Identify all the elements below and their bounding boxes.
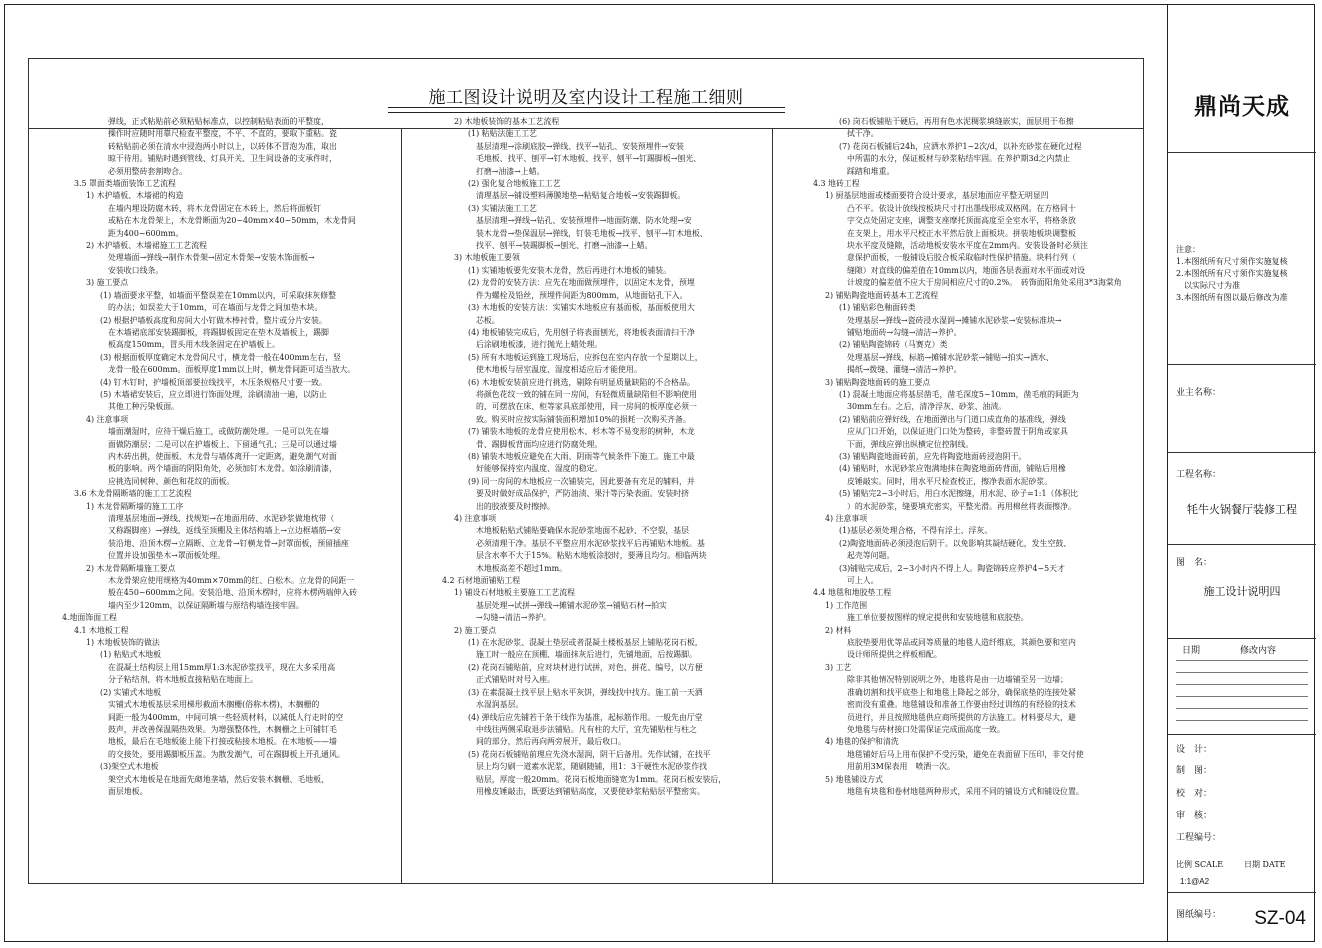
sheet-number: SZ-04 [1254, 908, 1306, 929]
text-line: 踩踏和堆重。 [847, 166, 895, 176]
text-line: →勾缝→清洁→养护。 [476, 613, 552, 623]
text-line: 清理基层地面→弹线、找规矩→在地面用砖、水泥砂浆做地枕带（ [108, 514, 335, 523]
note-3: 3.本图纸所有图以最后修改为准 [1176, 293, 1288, 302]
text-line: 4.地面饰面工程 [62, 613, 117, 623]
text-line: 4.3 地砖工程 [813, 179, 860, 189]
tb-divider [1168, 152, 1316, 153]
text-line: (1) 粘贴法施工工艺 [468, 129, 537, 139]
text-line: 3) 铺贴陶瓷地面砖的施工要点 [825, 377, 931, 387]
text-line: 砖粘贴前必须在清水中浸泡两小时以上，以砖体不冒泡为准，取出 [108, 141, 337, 151]
text-line: (5) 铺贴完2~3小时后，用白水泥擦缝，用水泥、砂子=1:1（体积比 [839, 489, 1079, 499]
project-number-label: 工程编号： [1176, 833, 1222, 843]
text-line: 或粘在木龙骨架上，木龙骨断面为20~40mm×40~50mm，木龙骨间 [108, 216, 356, 226]
text-line: 4) 注意事项 [86, 414, 129, 424]
text-line: 的，可摆放在床、柜等家具底部使用，同一房间的板厚度必须一 [476, 402, 697, 412]
text-line: 施工时一般应在顶棚、墙面抹灰后进行，先铺地面，后按踢脚。 [476, 650, 697, 660]
text-line: (3)架空式木地板 [100, 762, 159, 772]
text-line: 员进行，并且按照地毯供应商所提供的方法施工。材料要尽大，避 [847, 712, 1076, 722]
text-line: 层含水率不大于15%。粘贴木地板涂胶时，要薄且均匀。相临两块 [476, 551, 707, 561]
text-line: 其他工种污染板面。 [108, 402, 180, 412]
revision-row-line [1176, 660, 1308, 661]
text-line: (2) 实铺式木地板 [100, 687, 162, 697]
text-line: 5) 地毯铺设方式 [825, 774, 883, 784]
text-line: (2) 强化复合地板施工工艺 [468, 179, 561, 189]
text-line: (1) 粘贴式木地板 [100, 650, 162, 660]
text-line: (2) 铺贴前应弹好线，在地面弹出与门道口成直角的基准线，弹线 [839, 414, 1066, 424]
text-line: 地毯有块毯和卷材地毯两种形式，采用不同的铺设方式和铺设位置。 [847, 786, 1084, 796]
company-name: 鼎尚天成 [1194, 94, 1290, 120]
text-line: (8) 铺装木地板应避免在大雨、阴雨等气候条件下施工。施工中最 [468, 451, 695, 461]
text-line: 2) 木护墙板、木墙裙施工工艺流程 [86, 241, 208, 251]
text-line: (1) 铺贴彩色釉面砖类 [839, 303, 916, 313]
title-underline [388, 107, 785, 113]
text-line: 4) 注意事项 [454, 514, 497, 523]
text-line: (7) 铺装木地板的龙骨应使用松木、杉木等不易变形的树种，木龙 [468, 427, 695, 437]
text-line: 在木墙裙底部安装踢脚板，将踢脚板固定在垫木及墙板上，踢脚 [108, 327, 329, 337]
text-line: 木地板粘贴式铺贴要确保水泥砂浆地面不起砂、不空裂，基层 [476, 526, 690, 536]
text-line: (3) 在素混凝土找平层上贴水平灰饼，弹线找中找方。施工前一天洒 [468, 687, 703, 697]
text-line: (1) 在水泥砂浆、混凝土垫层或者混凝土楼板基层上铺贴花岗石板， [468, 638, 703, 648]
text-line: 层上均匀刷一道素水泥浆，随刷随铺，用1：3干硬性水泥砂浆作找 [476, 762, 707, 772]
project-label: 工程名称： [1176, 470, 1222, 480]
text-line: 1) 铺设石材地板主要施工工艺流程 [454, 588, 576, 598]
text-line: 安装收口线条。 [108, 265, 164, 275]
text-line: (1) 混凝土地面应将基层凿毛，凿毛深度5~10mm，凿毛痕的间距为 [839, 389, 1079, 399]
tb-divider [1168, 638, 1316, 639]
text-line: (2) 花岗石铺贴前，应对块材进行试拼，对色、拼花、编号，以方便 [468, 662, 703, 672]
text-line: (4) 地板铺装完成后，先用刨子将表面刨光，将地板表面清扫干净 [468, 327, 695, 337]
text-line: 水湿润基层。 [476, 700, 524, 710]
text-line: 地板，最后在毛地板能上能下打接或粘接木地板。在木地板——墙 [108, 737, 337, 747]
text-line: 距为400~600mm。 [108, 228, 184, 238]
text-line: 件为螺栓及铅丝，预埋件间距为800mm，从地面钻孔下入。 [476, 290, 688, 300]
text-line: 的交接处，要用踢脚板压盖。为散发潮气，可在踢脚板上开孔通风。 [108, 749, 345, 759]
text-line: 的办法；如误差大于10mm，可在墙面与龙骨之间加垫木块。 [108, 303, 323, 313]
text-line: (3) 木地板的安装方法：实铺实木地板应有基面板，基面板使用大 [468, 303, 695, 313]
revision-row-line [1176, 720, 1308, 721]
text-line: 晾干待用。铺贴时遇到管线、灯具开关、卫生间设备的支承件时， [108, 154, 337, 164]
text-line: 打磨→油漆→上蜡。 [476, 166, 545, 176]
text-line: 2) 施工要点 [454, 625, 497, 635]
text-line: 间的部分，然后再向两旁展开，最后收口。 [476, 737, 626, 747]
text-line: 可上人。 [847, 576, 879, 586]
text-line: 字交点处固定支座，调整支座摩托顶面高度至全室水平，将格条放 [847, 216, 1076, 226]
text-line: 2) 木地板装饰的基本工艺流程 [454, 117, 560, 126]
text-line: 骨、踢脚板背面均应进行防腐处理。 [476, 439, 603, 449]
text-line: 地毯铺好后马上用布保护不受污染，避免在表面留下压印，非交付使 [847, 749, 1084, 759]
text-line: 凸不平。依设计放线按板块尺寸打出墨线形成双格网。在方格同十 [847, 203, 1076, 213]
text-line: 3) 木地板施工要领 [454, 253, 520, 263]
text-line: 施工单位要按图样的规定提供和安装地毯和底胶垫。 [847, 613, 1029, 623]
text-line: 分子粘结剂，将木地板直接粘贴在地面上。 [108, 675, 258, 685]
drawing-name: 施工设计说明四 [1203, 585, 1281, 598]
notes-label: 注意： [1176, 245, 1200, 254]
text-line: 架空式木地板是在地面先砌地垄墙，然后安装木搁栅、毛地板、 [108, 774, 329, 784]
note-2b: 以实际尺寸为准 [1184, 281, 1240, 290]
text-line: 操作时应随时用靠尺检查平整度，不平、不直的，要取下重粘。瓷 [108, 129, 337, 139]
text-line: 4) 地毯的保护和清洗 [825, 737, 899, 747]
text-line: 内木砖出挑，使面板、木龙骨与墙体离开一定距离，避免潮气对面 [108, 451, 337, 461]
text-line: 1) 工作范围 [825, 600, 868, 610]
date-column-label: 日期 [1182, 646, 1201, 656]
text-line: 1) 厨基层地面或楼面要符合设计要求，基层地面应平整无明显凹 [825, 191, 1049, 201]
text-line: 毛地板、找平、刨平→钉木地板、找平、刨平→钉踢脚板→刨光、 [476, 154, 701, 164]
text-line: 面层地板。 [108, 786, 148, 796]
text-line: 面做防潮层；二是可以在护墙板上、下留通气孔；三是可以通过墙 [108, 439, 337, 449]
text-line: 处理基层→弹线、标筋→摊铺水泥砂浆→铺贴→拍实→洒水、 [847, 352, 1054, 362]
date-en-label: 日期 DATE [1244, 860, 1286, 869]
text-line: 3) 施工要点 [86, 278, 129, 288]
text-line: (5) 木墙裙安装后，应立即进行饰面处理，涂刷清油一遍，以防止 [100, 389, 327, 399]
sheet-number-label: 图纸编号： [1176, 910, 1222, 920]
text-line: 将颜色花纹一致的铺在同一房间，有轻微质量缺陷但不影响使用 [476, 389, 697, 399]
text-line: 起壳等问题。 [847, 551, 895, 561]
text-line: 基层处理→试拼→弹线→摊铺水泥砂浆→铺贴石材→拍实 [476, 600, 667, 610]
text-line: (5) 花岗石板铺贴前理应先浇水湿润，阴干后备用。先作试铺，在找平 [468, 749, 711, 759]
text-line: 应从门口开始，以保证进门口处为整砖，非整砖置于阴角或家具 [847, 427, 1068, 437]
note-2: 2.本图纸所有尺寸须作实施复核 [1176, 269, 1288, 278]
revision-row-line [1176, 708, 1308, 709]
text-line: 1) 木龙骨隔断墙的施工工序 [86, 501, 184, 511]
text-line: 找平、刨平→装踢脚板→刨光、打磨→油漆→上蜡。 [476, 241, 653, 251]
page-title: 施工图设计说明及室内设计工程施工细则 [428, 88, 744, 108]
text-line: 准确切割和找平底垫上和地毯上降起之部分，确保底垫的连接处紧 [847, 687, 1076, 697]
text-line: 好能够保持室内温度、湿度的稳定。 [476, 464, 603, 474]
text-line: 板高度150mm，冒头用木线条固定在护墙板上。 [108, 340, 281, 350]
text-line: 拭干净。 [847, 129, 879, 139]
text-line: 必须清理干净。基层不平整应用水泥砂浆找平后再铺贴木地板。基 [476, 538, 705, 548]
text-line: 间距一般为400mm，中间可填一些轻质材料，以减低人行走时的空 [108, 712, 344, 722]
column-divider-1 [401, 129, 402, 883]
text-line: 在墙内埋设防腐木砖，将木龙骨固定在木砖上，然后将面板钉 [108, 203, 322, 213]
text-line: (3) 根据面板厚度确定木龙骨间尺寸，横龙骨一般在400mm左右，竖 [100, 352, 341, 362]
text-line: 木龙骨架应使用规格为40mm×70mm的红、白松木。立龙骨的间距一 [108, 576, 354, 586]
text-line: 鼓声，并改善保温隔热效果。为增强整体性，木搁栅之上可铺钉毛 [108, 724, 337, 734]
text-line: 中所需的水分，保证板材与砂浆粘结牢固。在养护期3d之内禁止 [847, 154, 1071, 164]
scale-label: 比例 SCALE [1176, 860, 1224, 869]
text-line: (5) 所有木地板运到施工现场后，应拆包在室内存放一个星期以上， [468, 352, 703, 362]
text-line: 块水平度及缝隙，活动地板安装水平度在2mm内。安装设备时必须注 [847, 241, 1088, 251]
text-line: 致。购买时应按实际铺装面积增加10%的损耗一次购买齐备。 [476, 414, 691, 424]
text-line: 除非其他情况特别说明之外，地毯将是由一边墙铺至另一边墙； [847, 675, 1068, 685]
text-line: 位置并设加强垫木→罩面板处理。 [108, 551, 226, 561]
text-line: 4.4 地毯和地胶垫工程 [813, 588, 892, 598]
text-line: (2) 根据护墙板高度和房间大小钉做木棒衬骨，整片或分片安装。 [100, 315, 327, 325]
text-line: (6) 木地板安装前应进行挑选，剔除有明显质量缺陷的不合格品。 [468, 377, 695, 387]
text-line: (4) 铺贴时，水泥砂浆应饱满地抹在陶瓷地面砖背面，铺贴后用橡 [839, 464, 1066, 474]
text-line: 计坡度的偏差值不应大于房间相应尺寸的0.2%。 砖饰面阳角处采用3*3海棠角 [847, 278, 1122, 288]
text-line: 4) 注意事项 [825, 514, 868, 523]
text-line: 出的胶液要及时擦掉。 [476, 501, 555, 511]
revision-row-line [1176, 696, 1308, 697]
text-line: (4) 钉木钉时，护墙板顶部要拉线找平，木压条规格尺寸要一致。 [100, 377, 327, 387]
text-line: 缝隙）对直线的偏差值在10mm以内，地面各层表面对水平面或对设 [847, 265, 1086, 275]
text-line: 芯板。 [476, 315, 500, 325]
text-column-right [801, 116, 1131, 798]
designer-label: 设 计： [1176, 745, 1213, 755]
text-line: 中线往两侧采取退步法铺贴。凡有柱的大厅，宜先铺贴柱与柱之 [476, 724, 697, 734]
text-column-left [62, 116, 362, 798]
title-block [1167, 4, 1316, 942]
text-line: 木地板高差不超过1mm。 [476, 563, 568, 573]
text-column-middle [430, 116, 735, 798]
reviewer-label: 审 核： [1176, 811, 1213, 821]
text-line: (2)陶瓷地面砖必须浸泡后阴干。以免影响其凝结硬化，发生空鼓、 [839, 538, 1072, 548]
tb-divider [1168, 734, 1316, 735]
text-line: 3.6 木龙骨隔断墙的施工工艺流程 [74, 489, 192, 499]
text-line: 装木龙骨→垫保温层→弹线，钉装毛地板→找平、刨平→钉木地板、 [476, 228, 708, 238]
text-line: 30mm左右。之后，清净浮灰、砂浆、油渍。 [847, 402, 1007, 412]
note-1: 1.本图纸所有尺寸须作实施复核 [1176, 257, 1288, 266]
text-line: 墙面潮湿时，应待干燥后施工，或做防潮处理。一是可以先在墙 [108, 427, 329, 437]
text-line: 要及时做好成品保护，严防油渍、果汁等污染表面。安装时挤 [476, 489, 690, 499]
text-line: 弹线，正式粘贴前必须粘贴标准点，以控制粘贴表面的平整度， [108, 117, 329, 126]
drafter-label: 制 图： [1176, 766, 1213, 776]
text-line: 在混凝土结构层上用15mm厚1:3水泥砂浆找平，现在大多采用高 [108, 662, 336, 672]
text-line: 3.5 罩面类墙面装饰工艺流程 [74, 179, 176, 189]
tb-divider [1168, 364, 1316, 365]
text-line: 4.1 木地板工程 [74, 625, 129, 635]
text-line: 在支架上，用水平尺校正水平然后放上面板块。拼装地板块调整板 [847, 228, 1076, 238]
text-line: 意保护面板，一般铺设后胶合板采取临时性保护措施。块料行列（ [847, 253, 1076, 263]
text-line: 4.2 石材地面铺贴工程 [442, 576, 521, 586]
text-line: 设计师所提供之样板相配。 [847, 650, 942, 660]
text-line: 使木地板与居室温度、湿度相适应后才能使用。 [476, 365, 642, 375]
text-line: 2) 木龙骨隔断墙施工要点 [86, 563, 176, 573]
text-line: 3) 工艺 [825, 662, 852, 672]
tb-divider [1168, 892, 1316, 893]
text-line: (1) 实铺地板要先安装木龙骨，然后再进行木地板的铺装。 [468, 265, 672, 275]
text-line: 皮锤敲实。同时，用水平尺检查校正，擦净表面水泥砂浆。 [847, 476, 1053, 486]
drawing-label: 图 名： [1176, 558, 1213, 568]
text-line: 正式铺贴时对号入座。 [476, 675, 555, 685]
owner-label: 业主名称： [1176, 388, 1222, 398]
column-divider-2 [772, 129, 773, 883]
text-line: 基层清理→涂刷底胶→弹线、找平→钻孔、安装预埋件→安装 [476, 141, 684, 151]
text-line: 处理基层→弹线→瓷砖浸水湿润→摊铺水泥砂浆→安装标准块→ [847, 315, 1062, 325]
text-line: 密而没有重叠。地毯铺设和准备工作要由经过训练的有经验的技术 [847, 700, 1076, 710]
text-line: 装沿地、沿顶木楞→立隔断、立龙骨→钉横龙骨→封罩面板，预留插座 [108, 538, 349, 548]
text-line: ）的水泥砂浆，缝要填充密实，平整光滑。再用棉丝将表面擦净。 [847, 501, 1076, 511]
text-line: 又称踢脚座）→弹线，返线至顶棚及主体结构墙上→立边框墙筋→安 [108, 526, 341, 536]
text-line: 清理基层→铺设塑料薄膜地垫→粘贴复合地板→安装踢脚板。 [476, 191, 686, 201]
checker-label: 校 对： [1176, 789, 1213, 799]
text-line: 龙骨一般在600mm。面板厚度1mm以上时，横龙骨间距可适当放大。 [108, 365, 356, 375]
text-line: (2) 龙骨的安装方法：应先在地面做预埋件，以固定木龙骨，预埋 [468, 278, 695, 288]
text-line: 板的影响。两个墙面的阴阳角处，必须加钉木龙骨。如涂刷清漆， [108, 464, 337, 474]
text-line: (9) 同一房间的木地板应一次铺装完，因此要备有充足的辅料，并 [468, 476, 695, 486]
revision-row-line [1176, 684, 1308, 685]
text-line: 1) 木地板装饰的做法 [86, 638, 160, 648]
text-line: 2) 铺贴陶瓷地面砖基本工艺流程 [825, 290, 939, 300]
text-line: 铺贴地面砖→勾缝→清洁→养护。 [847, 327, 962, 337]
text-line: 揭纸→拨缝、灌缝→清洁→养护。 [847, 365, 962, 375]
tb-divider [1168, 452, 1316, 453]
text-line: 下面，弹线应弹出纵横定位控制线。 [847, 439, 974, 449]
project-name: 牦牛火锅餐厅装修工程 [1187, 503, 1297, 516]
revision-column-label: 修改内容 [1240, 646, 1277, 656]
text-line: 用橡皮锤敲击，既要达到铺贴高度，又要使砂浆粘贴层平整密实。 [476, 786, 705, 796]
text-line: (1) 墙面要求平整，如墙面平整误差在10mm以内，可采取抹灰修整 [100, 290, 336, 300]
text-line: 用前用3M保表用 喷洒一次。 [847, 762, 955, 772]
text-line: 后涂刷地板漆，进行抛光上蜡处理。 [476, 340, 603, 350]
text-line: (3) 铺贴陶瓷地面砖前，应先将陶瓷地面砖浸泡阴干。 [839, 451, 1027, 461]
text-line: (3) 实铺法施工工艺 [468, 203, 537, 213]
text-line: (6) 岗石板铺贴干硬后，再用有色水泥稠浆填缝嵌实，面层用干布擦 [839, 117, 1074, 126]
text-line: 底胶垫要用优等品或同等质量的地毯人造纤维底，其颜色要和室内 [847, 638, 1076, 648]
text-line: 般在450~600mm之间。安装沿地、沿顶木楞时，应将木楞两端伸入砖 [108, 588, 357, 598]
text-line: 实铺式木地板基层采用梯形截面木搁栅(俗称木楞)，木搁栅的 [108, 700, 320, 710]
text-line: 必须用整砖套割吻合。 [108, 166, 187, 176]
text-line: 2) 材料 [825, 625, 852, 635]
tb-divider [1168, 544, 1316, 545]
text-line: 1) 木护墙板、木墙裙的构造 [86, 191, 184, 201]
text-line: (4) 弹线后应先铺若干条干线作为基准，起标筋作用。一般先由厅堂 [468, 712, 703, 722]
text-line: 应挑选同树种、颜色和花纹的面板。 [108, 476, 235, 486]
text-line: 处理墙面→弹线→制作木骨架→固定木骨架→安装木饰面板→ [108, 253, 315, 263]
text-line: (1)基层必须处理合格，不得有浮土、浮灰。 [839, 526, 993, 536]
text-line: (7) 花岗石板铺后24h，应洒水养护1~2次/d，以补充砂浆在硬化过程 [839, 141, 1082, 151]
scale-value: 1:1@A2 [1180, 877, 1210, 886]
revision-row-line [1176, 672, 1308, 673]
text-line: (2) 铺贴陶瓷锦砖（马赛克）类 [839, 340, 948, 350]
text-line: (3)铺贴完成后，2~3小时内不得上人。陶瓷锦砖应养护4~5天才 [839, 563, 1065, 573]
text-line: 贴层，厚度一般20mm。花岗石板地面缝宽为1mm。花岗石板安装后， [476, 774, 727, 784]
text-line: 墙内至少120mm，以保证隔断墙与原结构墙连接牢固。 [108, 600, 304, 610]
text-line: 基层清理→弹线→钻孔、安装预埋件→地面防潮、防水处理→安 [476, 216, 692, 226]
text-line: 免地毯与砖材接口处需保证完成面高度一致。 [847, 724, 1005, 734]
